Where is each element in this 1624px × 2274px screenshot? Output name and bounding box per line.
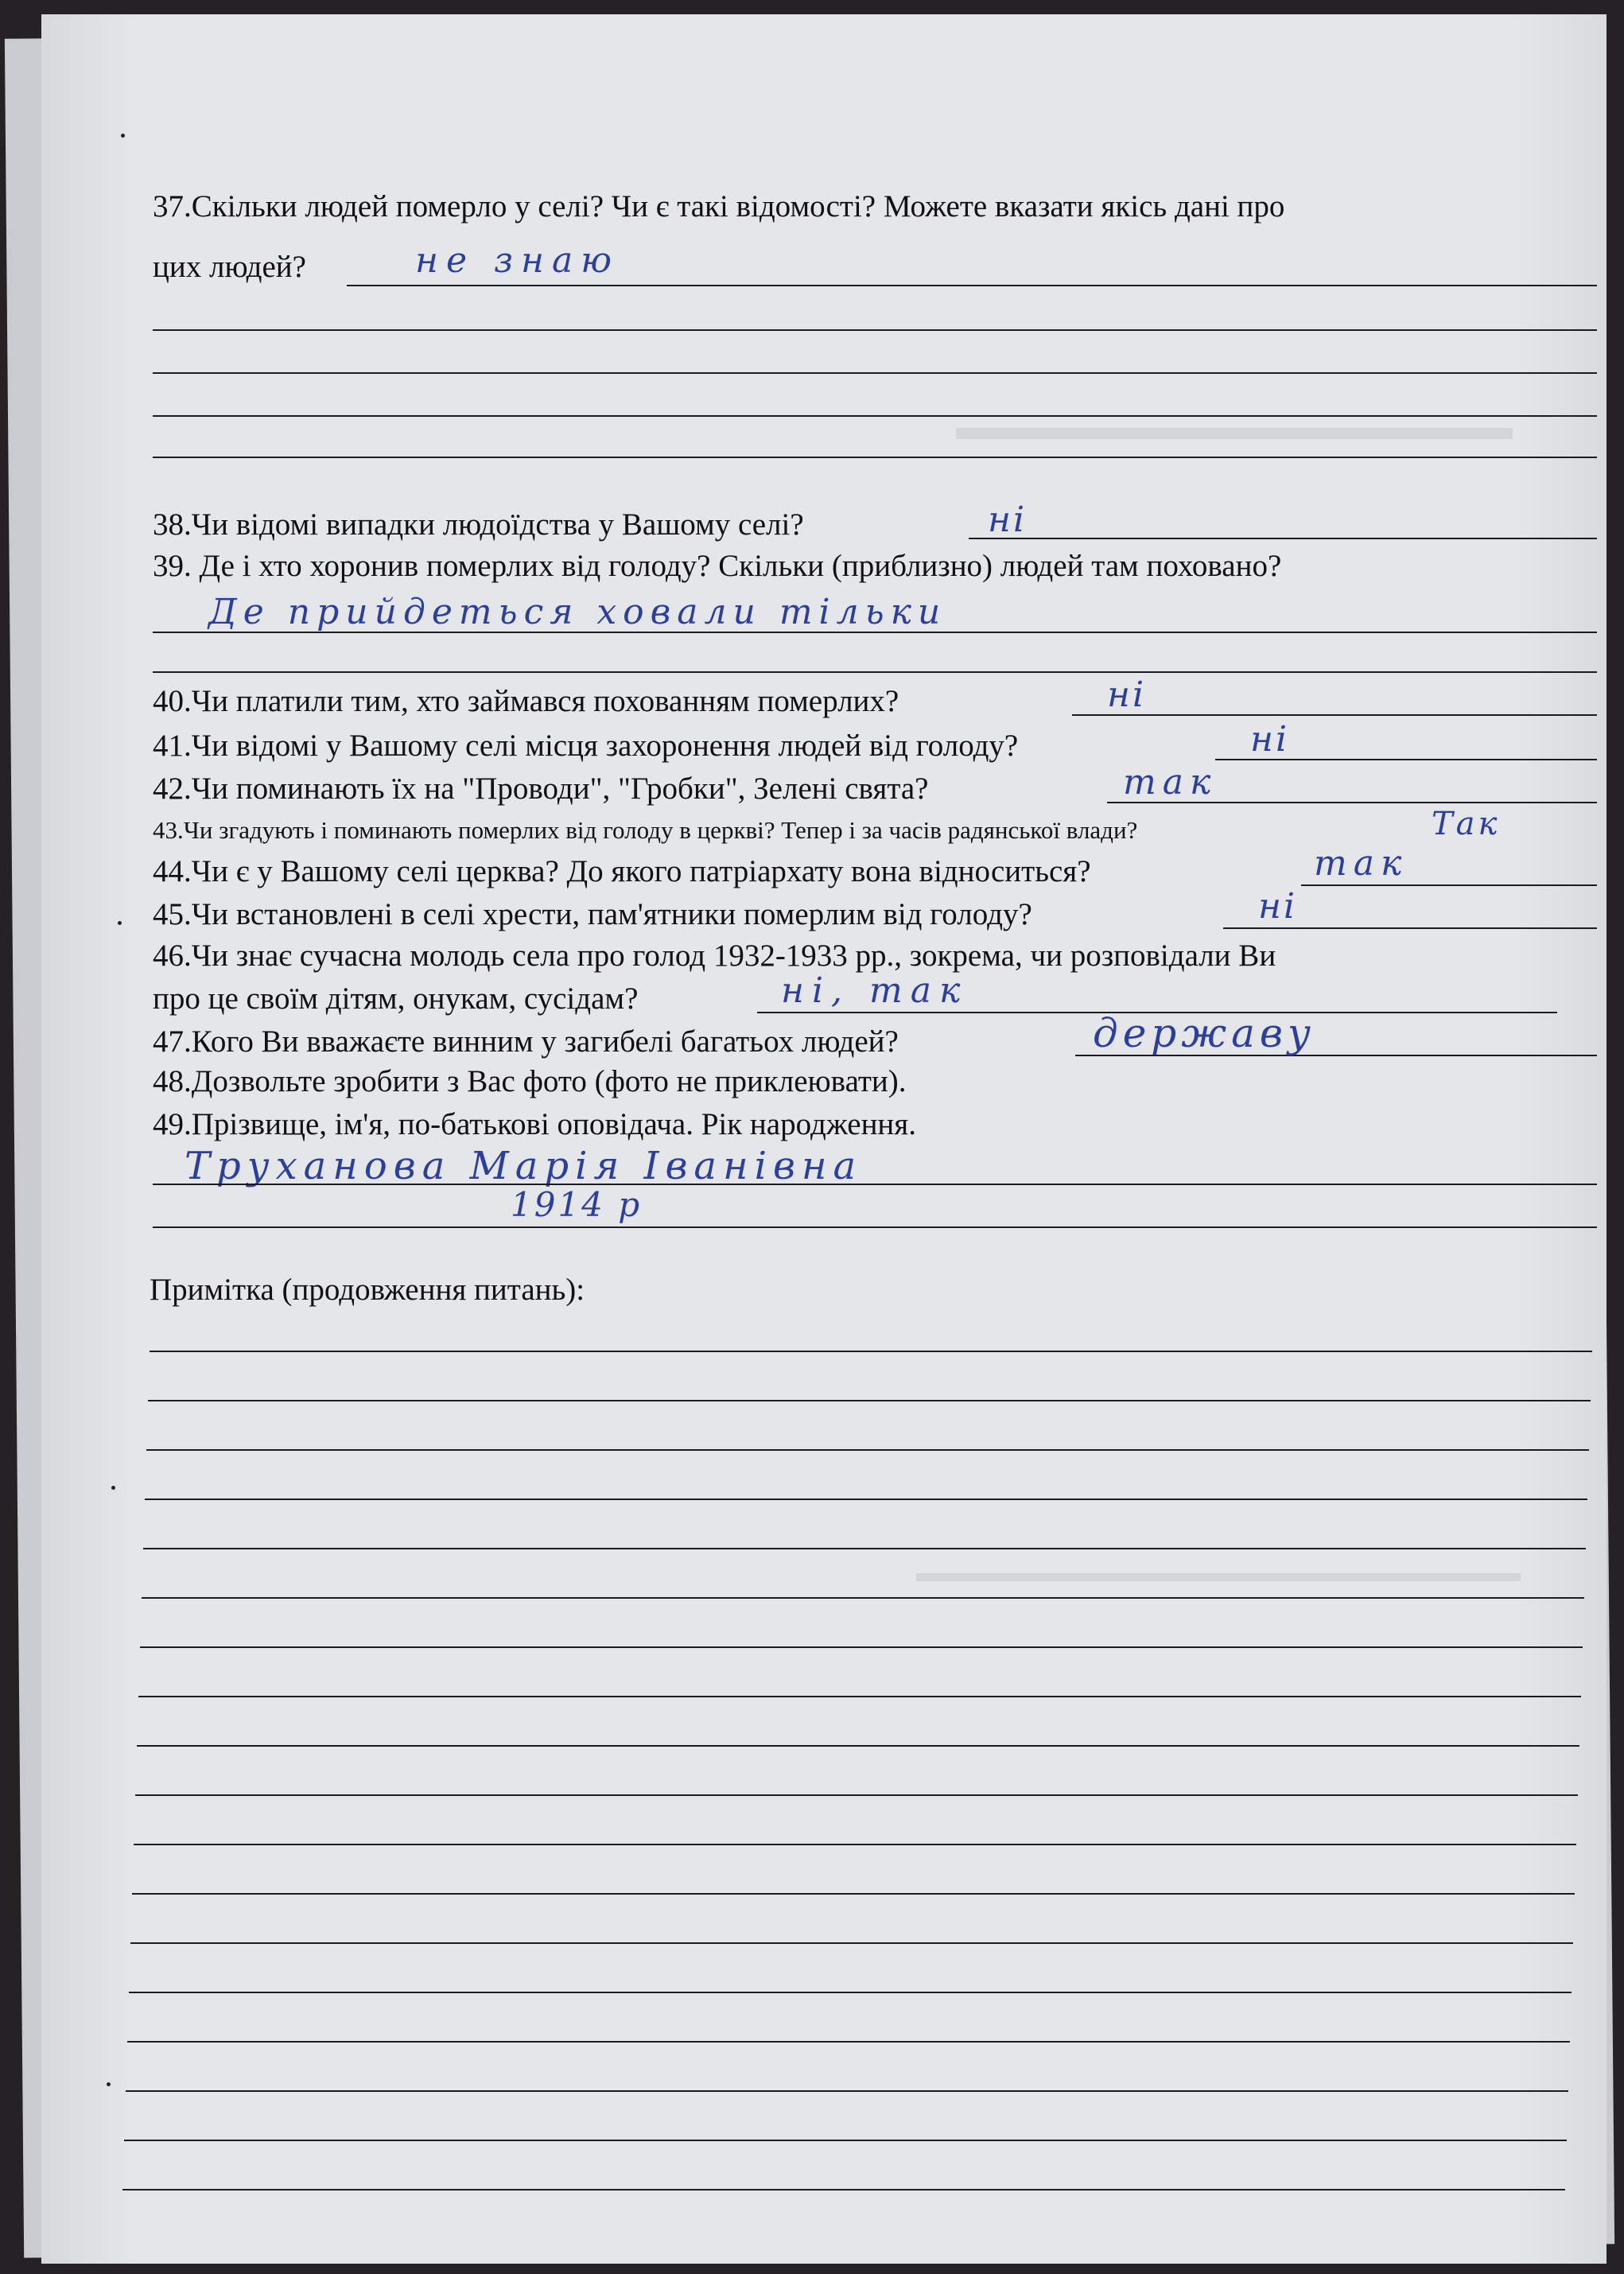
note-line: [142, 1597, 1584, 1599]
answer-line: [153, 329, 1597, 331]
answer-40: ні: [1107, 674, 1147, 715]
answer-41: ні: [1250, 719, 1290, 760]
answer-43: Так: [1432, 806, 1501, 842]
question-45: 45.Чи встановлені в селі хрести, пам'ятники померлим від голоду?: [153, 897, 1032, 931]
note-line: [138, 1696, 1581, 1697]
note-line: [148, 1400, 1591, 1401]
note-line: [150, 1351, 1592, 1352]
question-39: 39. Де і хто хоронив померлих від голоду? Скільки (приблизно) людей там поховано?: [153, 549, 1282, 583]
answer-46: ні, так: [781, 970, 969, 1011]
note-line: [130, 1942, 1573, 1944]
note-line: [127, 2041, 1570, 2043]
note-line: [134, 1844, 1576, 1845]
note-line: [145, 1499, 1587, 1500]
answer-49-year: 1914 р: [511, 1185, 643, 1224]
answer-37: не знаю: [415, 240, 620, 281]
note-label: Примітка (продовження питань):: [150, 1273, 585, 1307]
note-line: [129, 1992, 1572, 1993]
note-line: [143, 1548, 1586, 1549]
note-line: [140, 1646, 1583, 1648]
question-48: 48.Дозвольте зробити з Вас фото (фото не приклеювати).: [153, 1064, 907, 1098]
speck: [107, 2082, 111, 2086]
speck: [121, 134, 125, 138]
answer-line: [153, 1184, 1597, 1185]
answer-line: [153, 632, 1597, 633]
question-42: 42.Чи поминають їх на "Проводи", "Гробки", Зелені свята?: [153, 772, 929, 806]
note-line: [135, 1794, 1578, 1796]
speck: [111, 1486, 115, 1490]
question-46: 46.Чи знає сучасна молодь села про голод 1932-1933 рр., зокрема, чи розповідали Ви: [153, 939, 1276, 973]
answer-49-name: Труханова Марія Іванівна: [185, 1144, 863, 1188]
answer-39: Де прийдеться ховали тільки: [208, 592, 947, 632]
question-37-cont: цих людей?: [153, 250, 306, 284]
answer-line: [153, 671, 1597, 673]
question-46-cont: про це своїм дітям, онукам, сусідам?: [153, 982, 639, 1016]
answer-line: [153, 415, 1597, 417]
note-line: [122, 2189, 1565, 2190]
answer-line: [1072, 714, 1597, 716]
question-43: 43.Чи згадують і поминають померлих від голоду в церкві? Тепер і за часів радянської влади?: [153, 816, 1138, 844]
answer-line: [347, 285, 1597, 286]
question-37: 37.Скільки людей померло у селі? Чи є такі відомості? Можете вказати якісь дані про: [153, 189, 1285, 224]
answer-line: [969, 538, 1597, 539]
note-line: [124, 2140, 1567, 2141]
note-line: [132, 1893, 1575, 1895]
answer-line: [1223, 927, 1597, 929]
answer-45: ні: [1258, 886, 1298, 927]
questionnaire-page: [41, 14, 1607, 2264]
question-47: 47.Кого Ви вважаєте винним у загибелі багатьох людей?: [153, 1024, 899, 1059]
question-44: 44.Чи є у Вашому селі церква? До якого патріархату вона відноситься?: [153, 854, 1091, 888]
question-41: 41.Чи відомі у Вашому селі місця захоронення людей від голоду?: [153, 729, 1019, 763]
question-38: 38.Чи відомі випадки людоїдства у Вашому селі?: [153, 507, 804, 542]
answer-line: [153, 457, 1597, 458]
note-line: [137, 1745, 1579, 1747]
answer-line: [1301, 884, 1597, 886]
answer-42: так: [1123, 762, 1218, 803]
answer-line: [153, 372, 1597, 374]
question-49: 49.Прізвище, ім'я, по-батькові оповідача. Рік народження.: [153, 1107, 916, 1141]
answer-47: державу: [1093, 1010, 1316, 1056]
answer-line: [153, 1226, 1597, 1228]
answer-38: ні: [988, 500, 1028, 540]
speck: [118, 921, 122, 925]
answer-44: так: [1314, 843, 1408, 884]
note-line: [126, 2090, 1568, 2092]
question-40: 40.Чи платили тим, хто займався похованням померлих?: [153, 684, 899, 718]
note-line: [146, 1449, 1589, 1451]
